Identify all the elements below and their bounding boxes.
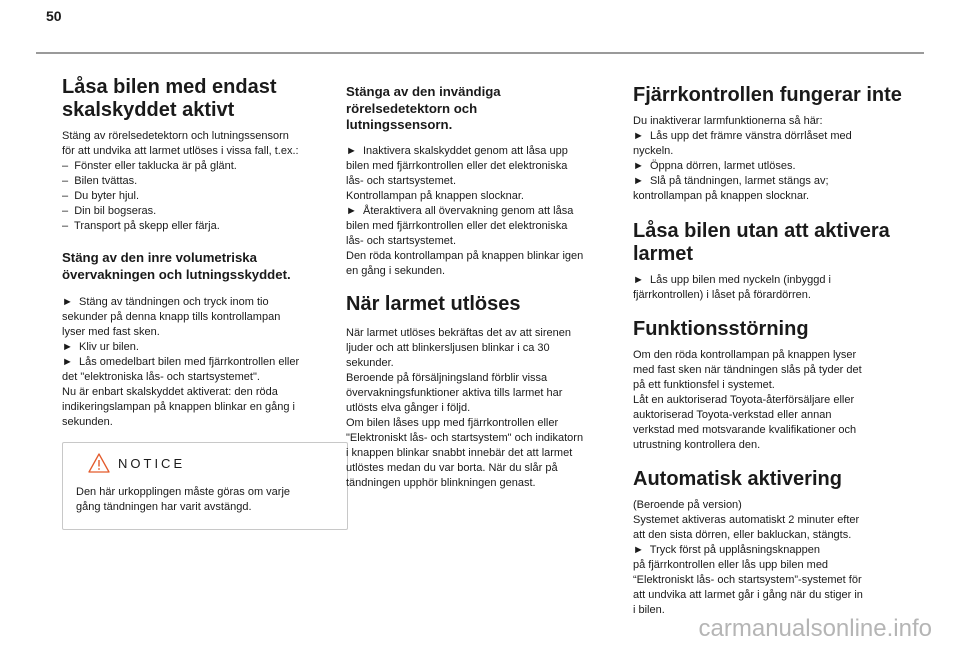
page-number: 50 [46,8,62,24]
heading-alarm-triggered: När larmet utlöses [346,292,521,315]
column-3 [633,84,915,630]
header-rule [36,52,924,54]
notice-title: NOTICE [118,455,186,471]
notice-box [62,442,348,530]
heading-malfunction: Funktionsstörning [633,318,809,340]
paragraph-disable-volumetric-steps: ► Stäng av tändningen och tryck inom tio sekunder på denna knapp tills kontrollampan lyser med fast sken. ► Kliv ur bilen. ► Lås omedelbart bilen med fjärrkontrollen eller det "elektroniska lås- och startsystemet". Nu är enbart skalskyddet aktiverat: den röda indikeringslampan på knappen blinkar en gång i sekunden. [62,296,300,428]
notice-text: Den här urkopplingen måste göras om varje gång tändningen har varit avstängd. [76,486,291,513]
warning-triangle-icon [88,453,110,473]
column-2 [346,84,628,503]
heading-lock-without-alarm: Låsa bilen utan att aktivera larmet [633,220,890,265]
heading-disable-volumetric: Stäng av den inre volumetriska övervakningen och lutningsskyddet. [62,250,291,282]
paragraph-remote-not-working: Du inaktiverar larmfunktionerna så här: ► Lås upp det främre vänstra dörrlåset med nyckeln. ► Öppna dörren, larmet utlöses. ► Slå på tändningen, larmet stängs av; kontrollampan på knappen slocknar. [633,115,852,202]
heading-lock-shell-only: Låsa bilen med endast skalskyddet aktivt [62,76,277,121]
notice-header [76,453,334,473]
column-1 [62,76,344,530]
watermark[interactable]: carmanualsonline.info [698,615,932,642]
paragraph-lock-without-alarm: ► Lås upp bilen med nyckeln (inbyggd i fjärrkontrollen) i låset på förardörren. [633,274,831,301]
heading-automatic-activation: Automatisk aktivering [633,468,842,490]
paragraph-automatic-activation: (Beroende på version) Systemet aktiveras automatiskt 2 minuter efter att den sista dörren, eller bakluckan, stängts. ► Tryck först på upplåsningsknappen på fjärrkontrollen eller lås upp bilen med “Elektroniskt lås- och startsystem”-systemet för att undvika att larmet går i gång när du stiger in i bilen. [633,499,863,616]
heading-disable-interior: Stänga av den invändiga rörelsedetektorn och lutningssensorn. [346,84,501,132]
paragraph-alarm-triggered: När larmet utlöses bekräftas det av att sirenen ljuder och att blinkersljusen blinkar i ca 30 sekunder. Beroende på försäljningsland förblir vissa övervakningsfunktioner aktiva tills larmet har utlösts elva gånger i följd. Om bilen låses upp med fjärrkontrollen eller "Elektroniskt lås- och startsystem" och indikatorn i knappen blinkar snabbt innebär det att larmet utlöstes medan du var borta. När du slår på tändningen upphör blinkningen genast. [346,326,584,489]
paragraph-malfunction: Om den röda kontrollampan på knappen lyser med fast sken när tändningen slås på tyder det på ett funktionsfel i systemet. Låt en auktoriserad Toyota-återförsäljare eller auktoriserad Toyota-verkstad eller annan verkstad med motsvarande kvalifikationer och utrustning kontrollera den. [633,349,862,451]
paragraph-disable-interior-steps: ► Inaktivera skalskyddet genom att låsa upp bilen med fjärrkontrollen eller det elektroniska lås- och startsystemet. Kontrollampan på knappen slocknar. ► Återaktivera all övervakning genom att låsa bilen med fjärrkontrollen eller det elektroniska lås- och startsystemet. Den röda kontrollampan på knappen blinkar igen en gång i sekunden. [346,144,584,277]
heading-remote-not-working: Fjärrkontrollen fungerar inte [633,84,902,106]
paragraph-shell-only-intro: Stäng av rörelsedetektorn och lutningssensorn för att undvika att larmet utlöses i vissa fall, t.ex.: – Fönster eller taklucka är på glänt. – Bilen tvättas. – Du byter hjul. – Din bil bogseras. – Transport på skepp eller färja. [62,130,299,232]
